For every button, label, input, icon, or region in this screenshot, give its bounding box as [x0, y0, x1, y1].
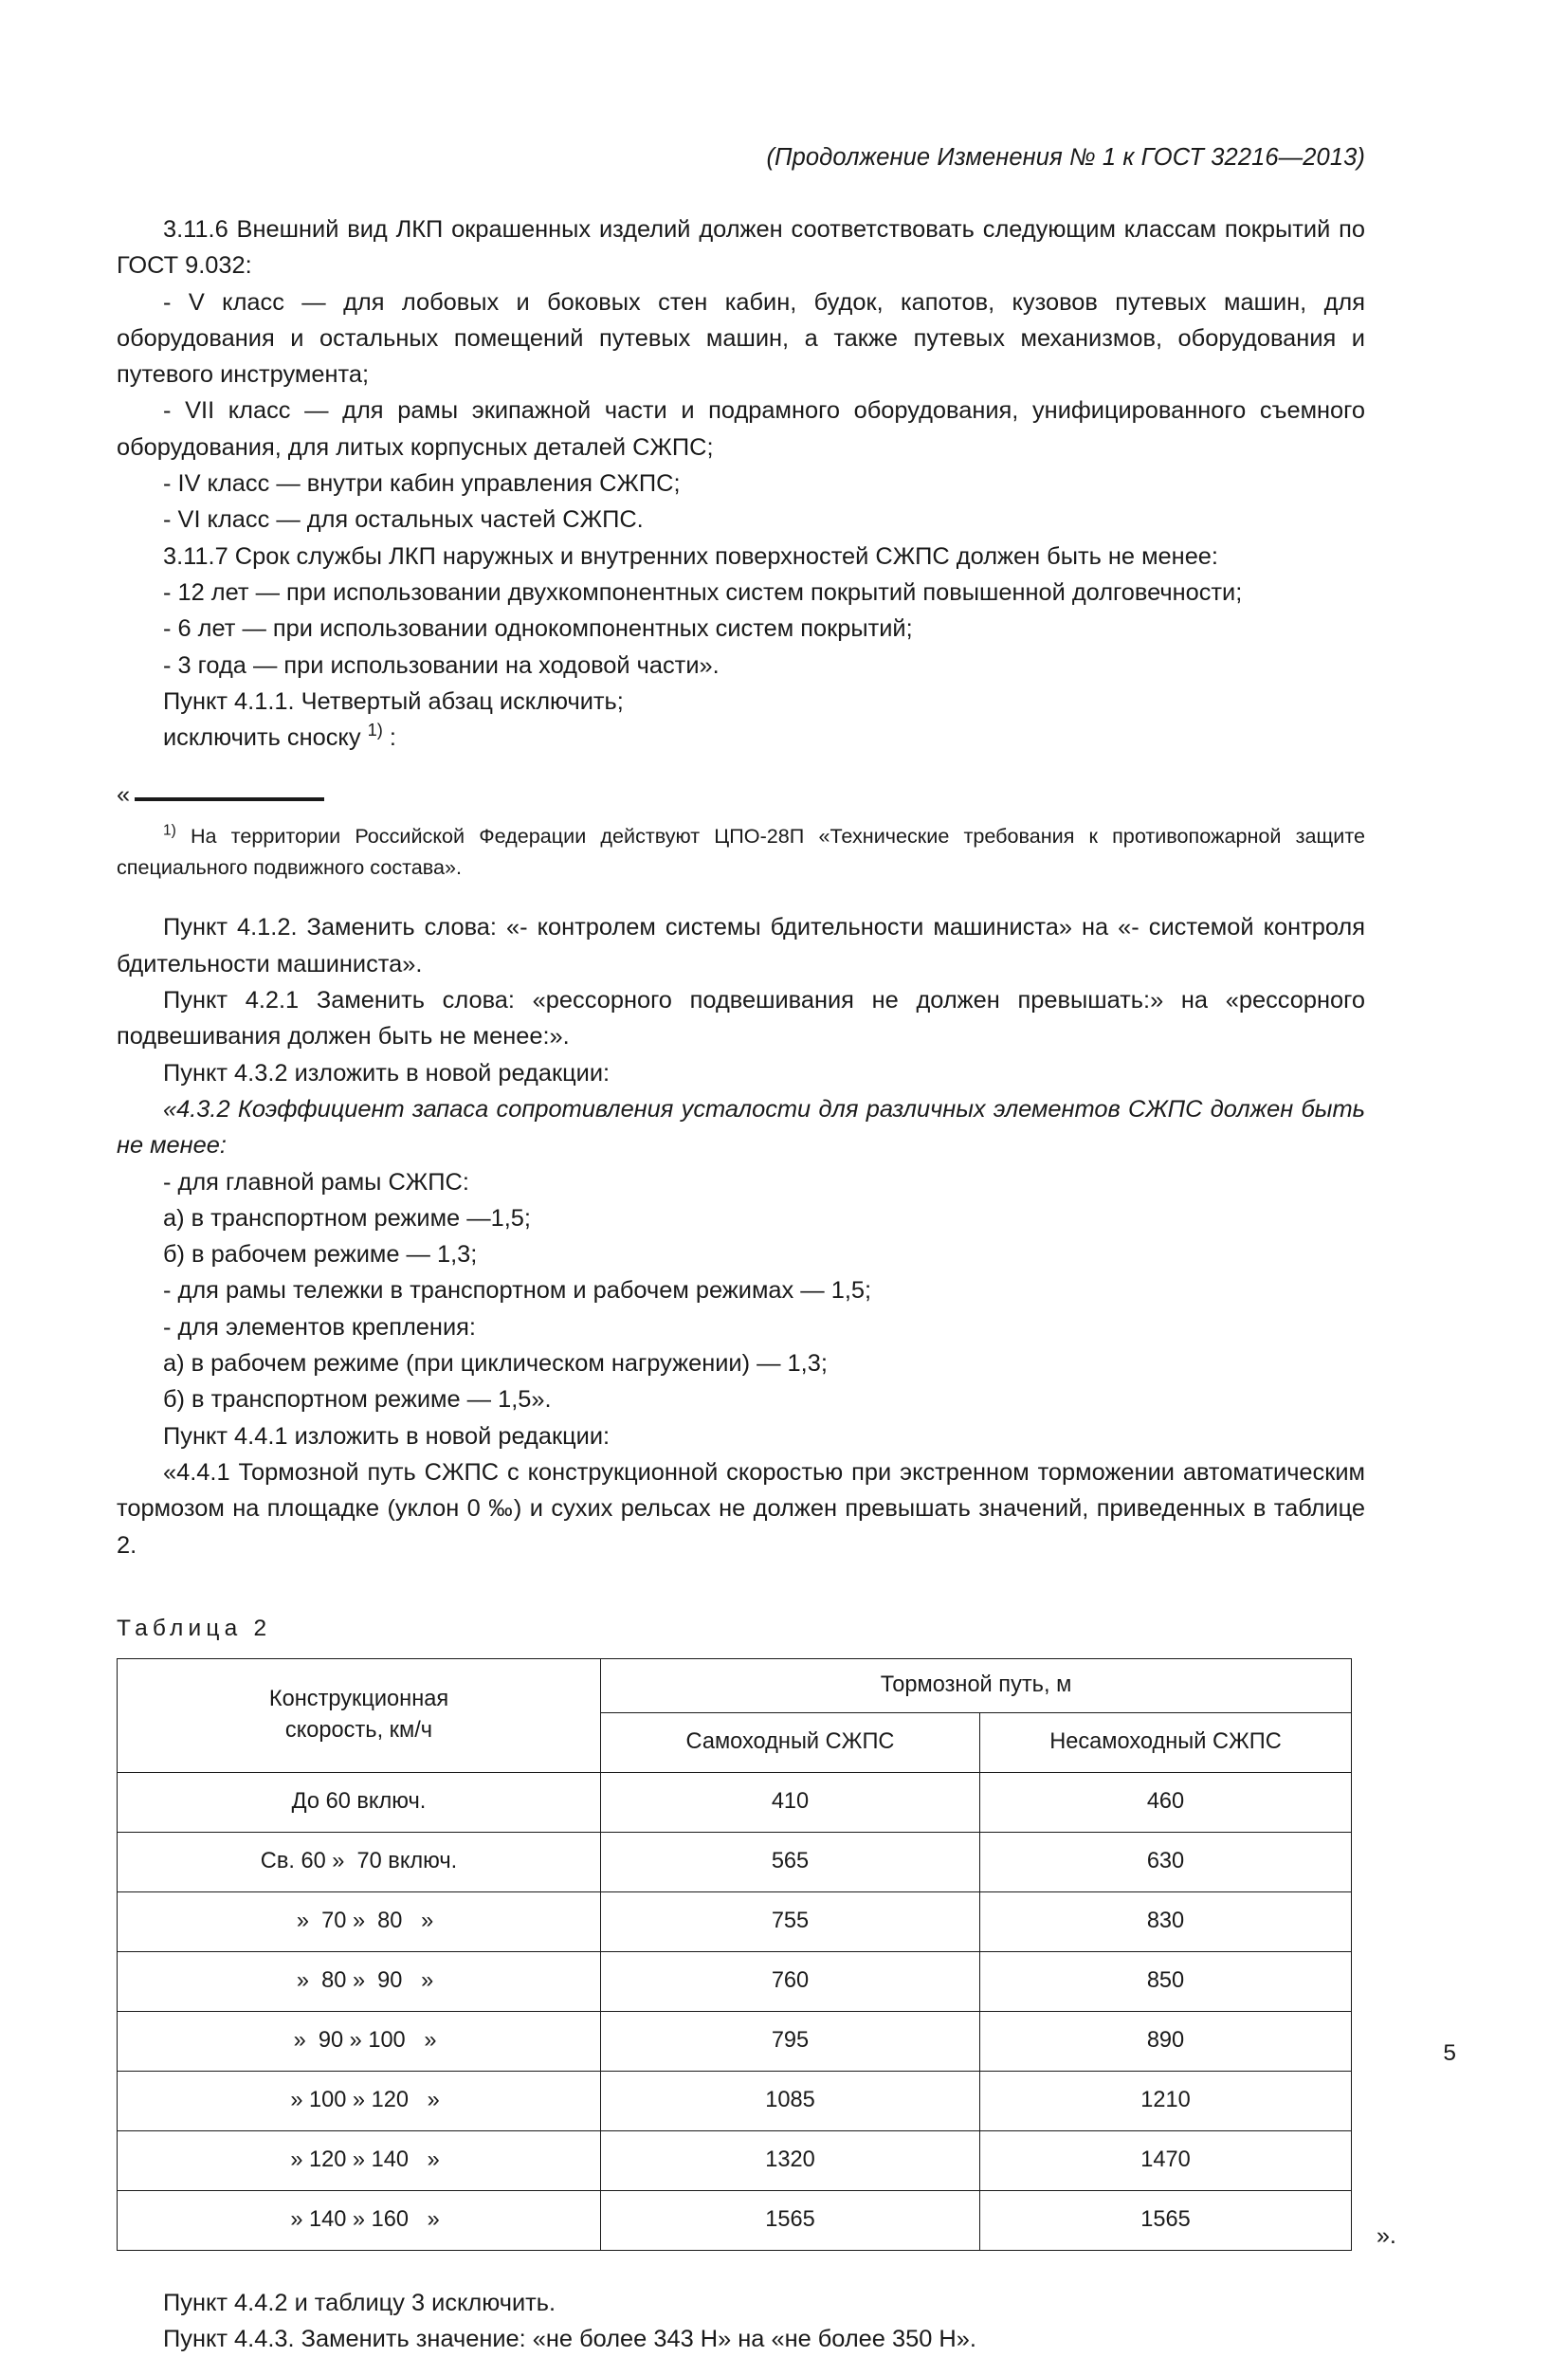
footnote-reference-marker: 1) [367, 720, 383, 740]
paragraph-remove-footnote [117, 720, 1365, 756]
footnote-marker: 1) [163, 822, 176, 839]
cell-speed-range [118, 2130, 601, 2190]
table-row [118, 1951, 1352, 2011]
running-head: (Продолжение Изменения № 1 к ГОСТ 32216—2013) [766, 144, 1365, 171]
cell-non-self-propelled: 630 [980, 1832, 1352, 1891]
table-row [118, 1772, 1352, 1832]
cell-speed-range [118, 2190, 601, 2250]
table-body [118, 1772, 1352, 2250]
paragraph-item-4-3-2-body: «4.3.2 Коэффициент запаса сопротивления усталости для различных элементов СЖПС должен быть не менее: [117, 1095, 1365, 1160]
cell-speed-range-text: До 60 включ. [291, 1789, 427, 1815]
footnote-body: На территории Российской Федерации действуют ЦПО-28П «Технические требования к противопожарной защите специального подвижного состава». [117, 824, 1365, 880]
footnote-rule [135, 797, 324, 800]
paragraph-class-iv: - IV класс — внутри кабин управления СЖПС; [163, 470, 681, 498]
paragraph-item-4-1-2: Пункт 4.1.2. Заменить слова: «- контролем системы бдительности машиниста» на «- системой контроля бдительности машиниста». [117, 914, 1365, 978]
cell-non-self-propelled: 850 [980, 1951, 1352, 2011]
cell-speed-range-text: » 120 » 140 » [278, 2147, 440, 2173]
brake-distance-table [117, 1658, 1352, 2251]
paragraph-main-frame: - для главной рамы СЖПС: [163, 1168, 469, 1196]
table-row [118, 2071, 1352, 2130]
header-construction-speed-line2: скорость, км/ч [284, 1718, 433, 1744]
page-number: 5 [1443, 2040, 1456, 2066]
paragraph-3-11-7: 3.11.7 Срок службы ЛКП наружных и внутренних поверхностей СЖПС должен быть не менее: [163, 542, 1218, 570]
table-caption: Таблица 2 [117, 1615, 272, 1641]
paragraph-transport-mode-b: б) в транспортном режиме — 1,5». [163, 1386, 552, 1414]
page-content [117, 0, 1396, 2357]
cell-speed-range [118, 1951, 601, 2011]
paragraph-item-4-2-1: Пункт 4.2.1 Заменить слова: «рессорного подвешивания не должен превышать:» на «рессорного подвешивания должен быть не менее:». [117, 987, 1365, 1051]
paragraph-6-years: - 6 лет — при использовании однокомпонентных систем покрытий; [163, 615, 913, 643]
paragraph-bogie-frame: - для рамы тележки в транспортном и рабочем режимах — 1,5; [163, 1277, 872, 1305]
header-construction-speed-line1: Конструкционная [268, 1687, 449, 1712]
header-non-self-propelled: Несамоходный СЖПС [980, 1712, 1352, 1772]
cell-self-propelled: 565 [601, 1832, 980, 1891]
footnote-text [117, 820, 1365, 883]
cell-non-self-propelled: 830 [980, 1891, 1352, 1951]
paragraph-working-mode-b: б) в рабочем режиме — 1,3; [163, 1241, 478, 1269]
paragraph-3-11-6: 3.11.6 Внешний вид ЛКП окрашенных изделий должен соответствовать следующим классам покрытий по ГОСТ 9.032: [117, 216, 1365, 280]
cell-speed-range-text: » 100 » 120 » [278, 2088, 440, 2113]
header-self-propelled: Самоходный СЖПС [601, 1712, 980, 1772]
paragraph-item-4-4-1-body: «4.4.1 Тормозной путь СЖПС с конструкционной скоростью при экстренном торможении автоматическим тормозом на площадке (уклон 0 ‰) и сухих рельсах не должен превышать значений, приведенных в таблице 2. [117, 1458, 1365, 1559]
paragraph-12-years: - 12 лет — при использовании двухкомпонентных систем покрытий повышенной долговечности; [163, 578, 1243, 606]
footnote-gap [117, 883, 1365, 909]
cell-self-propelled: 1565 [601, 2190, 980, 2250]
cell-speed-range-text: Св. 60 » 70 включ. [260, 1849, 458, 1874]
cell-non-self-propelled: 460 [980, 1772, 1352, 1832]
cell-non-self-propelled: 1565 [980, 2190, 1352, 2250]
cell-non-self-propelled: 890 [980, 2011, 1352, 2071]
paragraph-3-years: - 3 года — при использовании на ходовой части». [163, 651, 720, 679]
after-table-block [117, 2285, 1365, 2357]
cell-self-propelled: 760 [601, 1951, 980, 2011]
cell-self-propelled: 755 [601, 1891, 980, 1951]
header-construction-speed [118, 1658, 601, 1772]
paragraph-class-v: - V класс — для лобовых и боковых стен кабин, будок, капотов, кузовов путевых машин, для оборудования и остальных помещений путевых машин, а также путевых механизмов, оборудования и путевого инструмента; [117, 288, 1365, 389]
cell-speed-range-text: » 140 » 160 » [278, 2207, 440, 2233]
remove-footnote-text-before: исключить сноску [163, 724, 368, 752]
cell-self-propelled: 1320 [601, 2130, 980, 2190]
cell-speed-range-text: » 80 » 90 » [283, 1968, 434, 1994]
cell-speed-range [118, 1891, 601, 1951]
table-row [118, 1891, 1352, 1951]
cell-self-propelled: 795 [601, 2011, 980, 2071]
footnote-separator [117, 780, 1365, 820]
table-header-row-1 [118, 1658, 1352, 1712]
table-row [118, 2190, 1352, 2250]
cell-non-self-propelled: 1470 [980, 2130, 1352, 2190]
cell-speed-range [118, 1832, 601, 1891]
cell-speed-range [118, 2011, 601, 2071]
remove-footnote-text-after: : [382, 724, 396, 752]
cell-non-self-propelled: 1210 [980, 2071, 1352, 2130]
paragraph-class-vi: - VI класс — для остальных частей СЖПС. [163, 506, 644, 534]
cell-speed-range-text: » 70 » 80 » [283, 1909, 434, 1934]
cell-speed-range-text: » 90 » 100 » [281, 2028, 437, 2054]
table-wrapper [117, 1658, 1396, 2251]
paragraph-cyclic-load-a: а) в рабочем режиме (при циклическом нагружении) — 1,3; [163, 1350, 828, 1378]
paragraph-item-4-1-1: Пункт 4.1.1. Четвертый абзац исключить; [163, 687, 624, 715]
header-brake-distance: Тормозной путь, м [601, 1658, 1352, 1712]
cell-speed-range [118, 2071, 601, 2130]
paragraph-class-vii: - VII класс — для рамы экипажной части и подрамного оборудования, унифицированного съемного оборудования, для литых корпусных деталей СЖПС; [117, 397, 1365, 461]
paragraph-item-4-4-2: Пункт 4.4.2 и таблицу 3 исключить. [163, 2289, 556, 2316]
footnote-open-quote: « [117, 781, 131, 809]
body-text-block [117, 211, 1365, 1563]
paragraph-item-4-4-1-intro: Пункт 4.4.1 изложить в новой редакции: [163, 1422, 611, 1450]
paragraph-fastening-elements: - для элементов крепления: [163, 1313, 476, 1341]
cell-speed-range [118, 1772, 601, 1832]
table-row [118, 2011, 1352, 2071]
table-close-quote: ». [1376, 2222, 1396, 2250]
cell-self-propelled: 410 [601, 1772, 980, 1832]
paragraph-transport-mode-a: а) в транспортном режиме —1,5; [163, 1204, 531, 1232]
table-row [118, 1832, 1352, 1891]
cell-self-propelled: 1085 [601, 2071, 980, 2130]
table-row [118, 2130, 1352, 2190]
paragraph-item-4-4-3: Пункт 4.4.3. Заменить значение: «не более 343 Н» на «не более 350 Н». [163, 2326, 976, 2353]
paragraph-item-4-3-2-intro: Пункт 4.3.2 изложить в новой редакции: [163, 1059, 611, 1087]
table-head [118, 1658, 1352, 1772]
